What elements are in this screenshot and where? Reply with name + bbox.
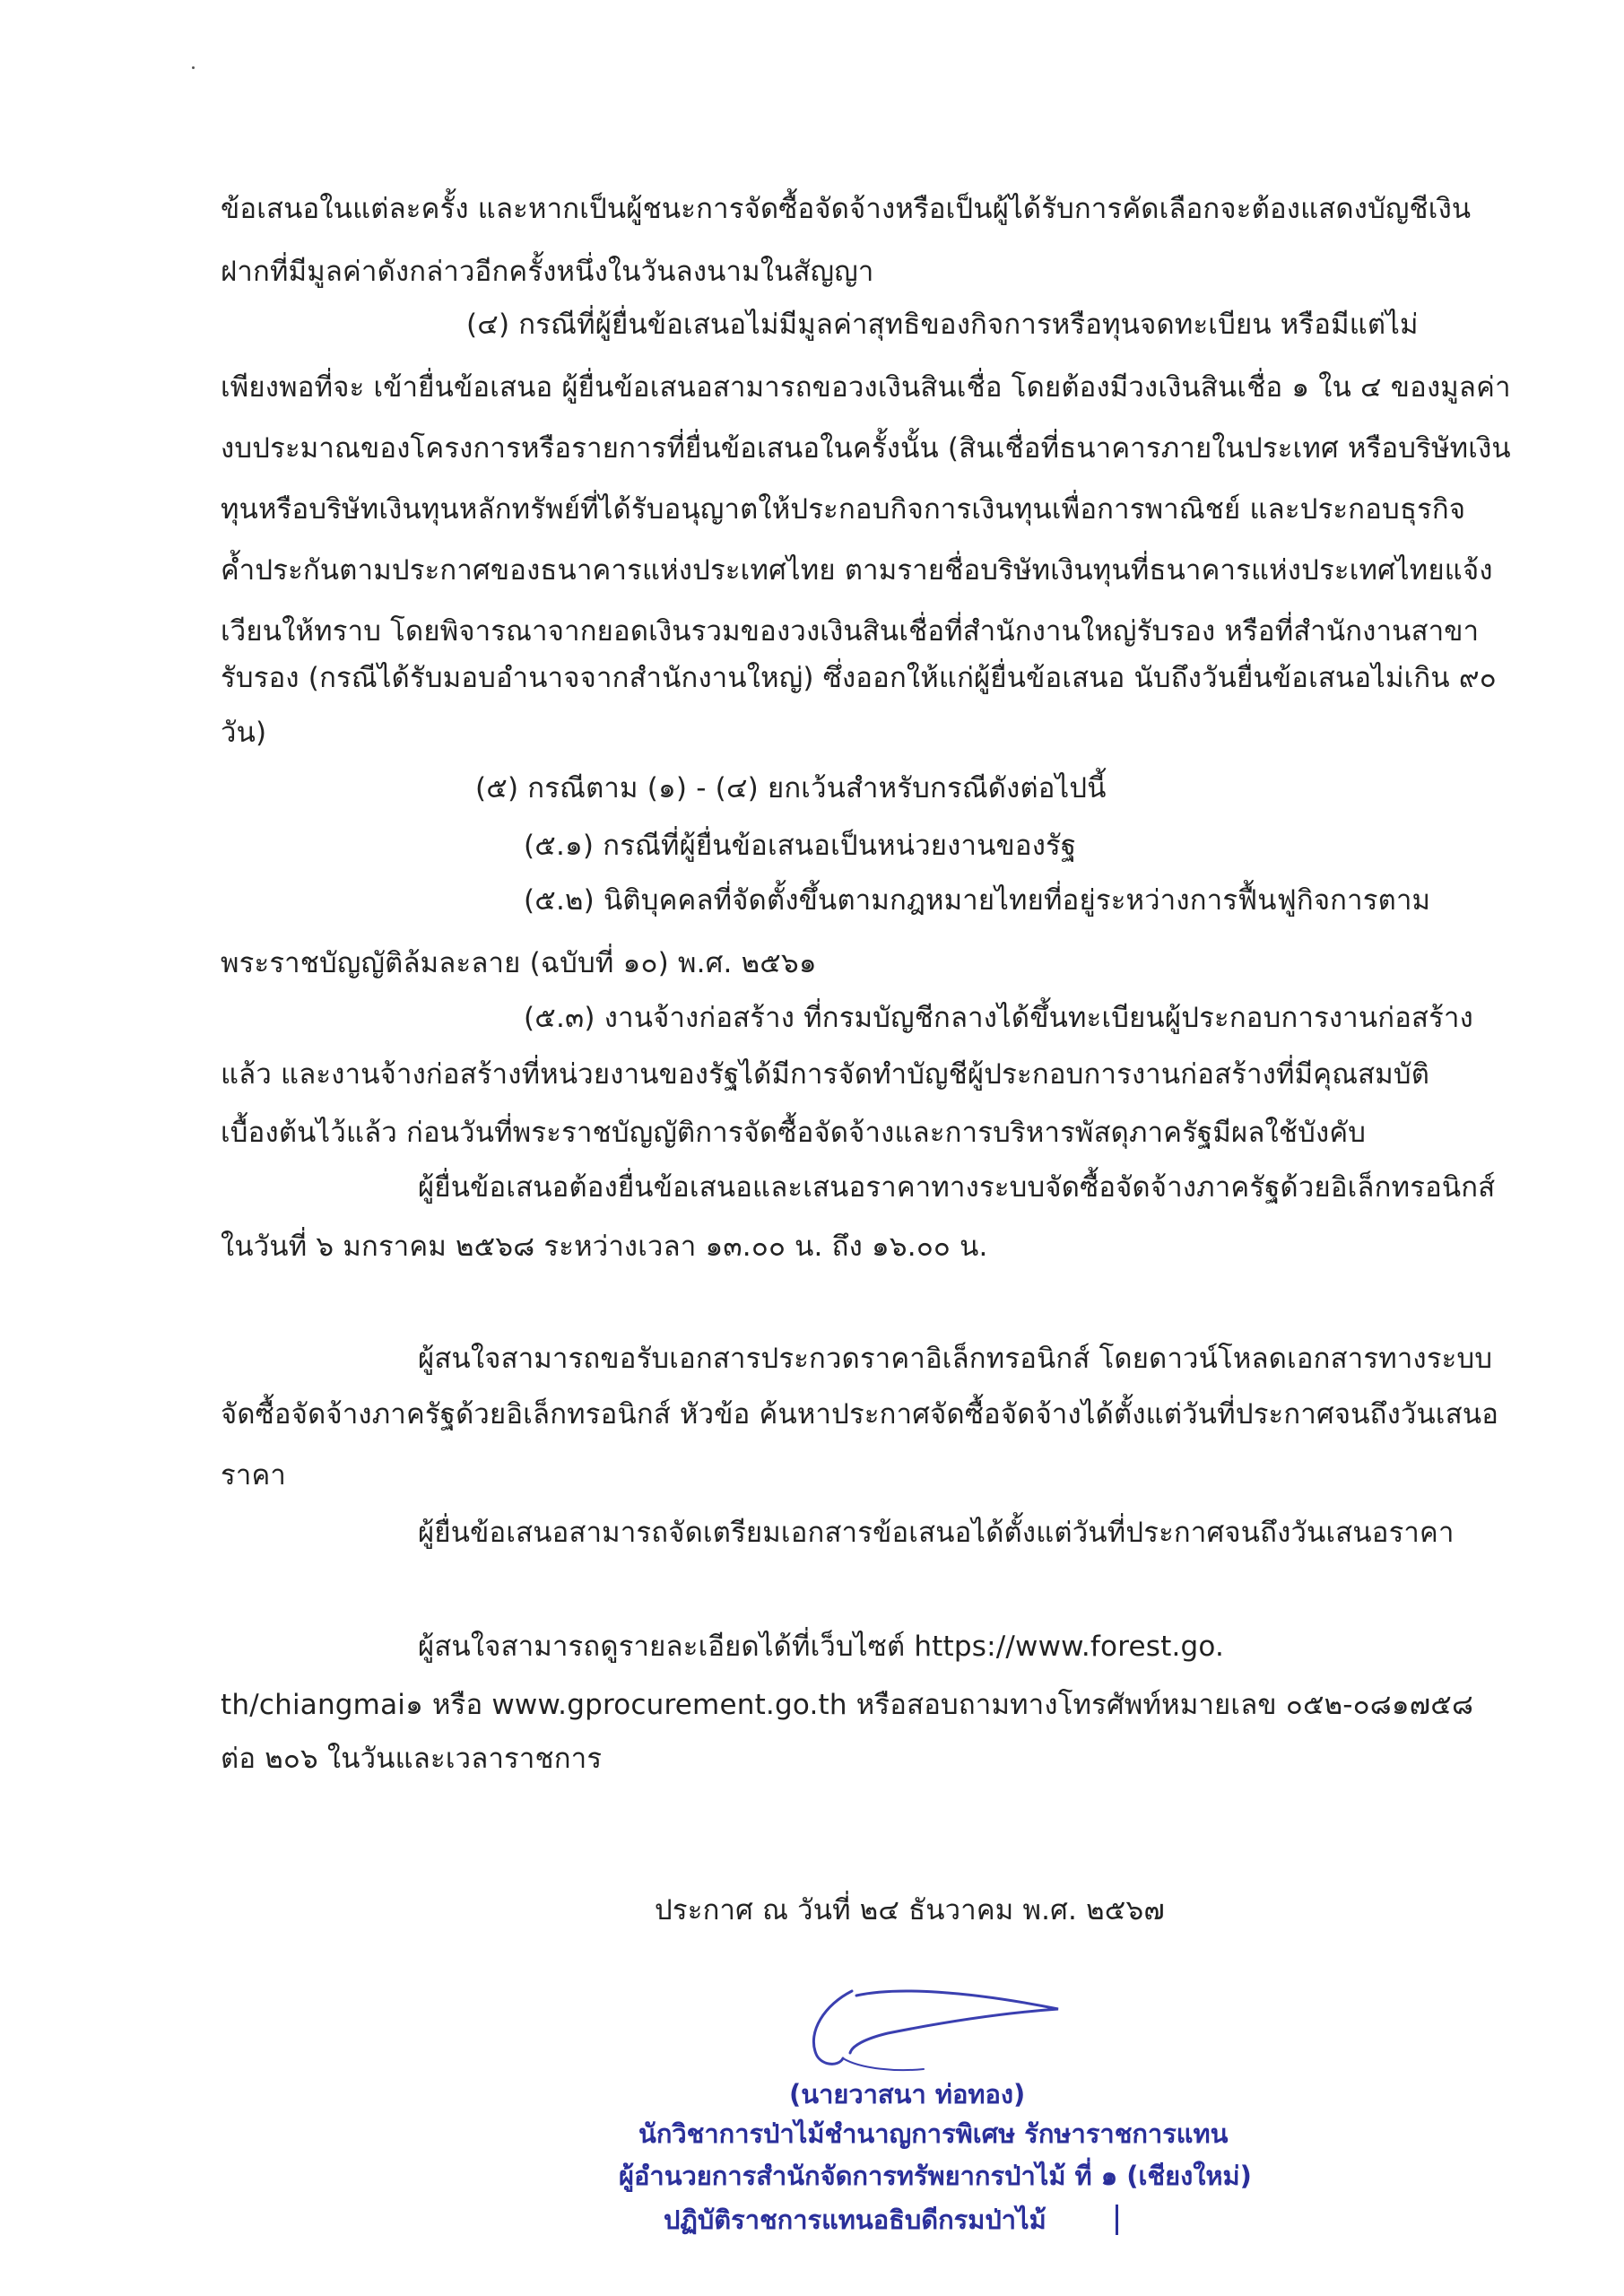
clause-4-line-3: งบประมาณของโครงการหรือรายการที่ยื่นข้อเสนอในครั้งนั้น (สินเชื่อที่ธนาคารภายในประเทศ หรือบริษัทเงิน: [221, 432, 1511, 465]
scan-speck: [192, 66, 195, 69]
contact-line-2: th/chiangmai๑ หรือ www.gprocurement.go.th หรือสอบถามทางโทรศัพท์หมายเลข ๐๕๒-๐๘๑๗๕๘: [221, 1689, 1474, 1721]
submission-line-1: ผู้ยื่นข้อเสนอต้องยื่นข้อเสนอและเสนอราคาทางระบบจัดซื้อจัดจ้างภาครัฐด้วยอิเล็กทรอนิกส์: [418, 1171, 1496, 1204]
clause-5-heading: (๕) กรณีตาม (๑) - (๔) ยกเว้นสำหรับกรณีดังต่อไปนี้: [475, 772, 1107, 804]
announcement-date: ประกาศ ณ วันที่ ๒๔ ธันวาคม พ.ศ. ๒๕๖๗: [655, 1894, 1165, 1926]
clause-4-line-2: เพียงพอที่จะ เข้ายื่นข้อเสนอ ผู้ยื่นข้อเสนอสามารถขอวงเงินสินเชื่อ โดยต้องมีวงเงินสินเชื่อ ๑ ใน ๔ ของมูลค่า: [221, 371, 1511, 404]
clause-4-line-1: (๔) กรณีที่ผู้ยื่นข้อเสนอไม่มีมูลค่าสุทธิของกิจการหรือทุนจดทะเบียน หรือมีแต่ไม่: [466, 309, 1419, 341]
ink-mark: [1116, 2205, 1118, 2235]
signer-name: (นายวาสนา ท่อทอง): [789, 2079, 1026, 2109]
documents-line-1: ผู้สนใจสามารถขอรับเอกสารประกวดราคาอิเล็กทรอนิกส์ โดยดาวน์โหลดเอกสารทางระบบ: [418, 1343, 1493, 1375]
clause-4-line-5: ค้ำประกันตามประกาศของธนาคารแห่งประเทศไทย ตามรายชื่อบริษัทเงินทุนที่ธนาคารแห่งประเทศไทยแจ้ง: [221, 554, 1493, 587]
clause-5-1: (๕.๑) กรณีที่ผู้ยื่นข้อเสนอเป็นหน่วยงานของรัฐ: [524, 830, 1077, 862]
clause-4-line-6: เวียนให้ทราบ โดยพิจารณาจากยอดเงินรวมของวงเงินสินเชื่อที่สำนักงานใหญ่รับรอง หรือที่สำนักงานสาขา: [221, 615, 1480, 648]
contact-line-1: ผู้สนใจสามารถดูรายละเอียดได้ที่เว็บไซต์ https://www.forest.go.: [418, 1631, 1225, 1663]
signer-title-2: ผู้อำนวยการสำนักจัดการทรัพยากรป่าไม้ ที่ ๑ (เชียงใหม่): [619, 2161, 1252, 2191]
submission-line-2: ในวันที่ ๖ มกราคม ๒๕๖๘ ระหว่างเวลา ๑๓.๐๐ น. ถึง ๑๖.๐๐ น.: [221, 1231, 988, 1263]
clause-4-line-8: วัน): [221, 717, 267, 749]
clause-5-3-line-1: (๕.๓) งานจ้างก่อสร้าง ที่กรมบัญชีกลางได้ขึ้นทะเบียนผู้ประกอบการงานก่อสร้าง: [524, 1002, 1473, 1034]
documents-line-2: จัดซื้อจัดจ้างภาครัฐด้วยอิเล็กทรอนิกส์ หัวข้อ ค้นหาประกาศจัดซื้อจัดจ้างได้ตั้งแต่วันที่ประกาศจนถึงวันเสนอ: [221, 1398, 1499, 1431]
paragraph-top-line-2: ฝากที่มีมูลค่าดังกล่าวอีกครั้งหนึ่งในวันลงนามในสัญญา: [221, 256, 874, 288]
signer-title-3: ปฏิบัติราชการแทนอธิบดีกรมป่าไม้: [664, 2205, 1046, 2235]
handwritten-signature: [789, 1969, 1076, 2094]
clause-5-3-line-3: เบื้องต้นไว้แล้ว ก่อนวันที่พระราชบัญญัติการจัดซื้อจัดจ้างและการบริหารพัสดุภาครัฐมีผลใช้บังคับ: [221, 1117, 1367, 1149]
clause-5-2-line-2: พระราชบัญญัติล้มละลาย (ฉบับที่ ๑๐) พ.ศ. ๒๕๖๑: [221, 947, 817, 979]
paragraph-top-line-1: ข้อเสนอในแต่ละครั้ง และหากเป็นผู้ชนะการจัดซื้อจัดจ้างหรือเป็นผู้ได้รับการคัดเลือกจะต้องแสดงบัญชีเงิน: [221, 193, 1472, 225]
documents-line-4: ผู้ยื่นข้อเสนอสามารถจัดเตรียมเอกสารข้อเสนอได้ตั้งแต่วันที่ประกาศจนถึงวันเสนอราคา: [418, 1517, 1455, 1549]
documents-line-3: ราคา: [221, 1459, 287, 1492]
signer-title-1: นักวิชาการป่าไม้ชำนาญการพิเศษ รักษาราชการแทน: [638, 2118, 1229, 2149]
clause-4-line-4: ทุนหรือบริษัทเงินทุนหลักทรัพย์ที่ได้รับอนุญาตให้ประกอบกิจการเงินทุนเพื่อการพาณิชย์ และประกอบธุรกิจ: [221, 493, 1466, 526]
clause-4-line-7: รับรอง (กรณีได้รับมอบอำนาจจากสำนักงานใหญ่) ซึ่งออกให้แก่ผู้ยื่นข้อเสนอ นับถึงวันยื่นข้อเสนอไม่เกิน ๙๐: [221, 662, 1497, 694]
clause-5-3-line-2: แล้ว และงานจ้างก่อสร้างที่หน่วยงานของรัฐได้มีการจัดทำบัญชีผู้ประกอบการงานก่อสร้างที่มีคุณสมบัติ: [221, 1058, 1430, 1091]
clause-5-2-line-1: (๕.๒) นิติบุคคลที่จัดตั้งขึ้นตามกฎหมายไทยที่อยู่ระหว่างการฟื้นฟูกิจการตาม: [524, 884, 1431, 917]
contact-line-3: ต่อ ๒๐๖ ในวันและเวลาราชการ: [221, 1743, 603, 1775]
